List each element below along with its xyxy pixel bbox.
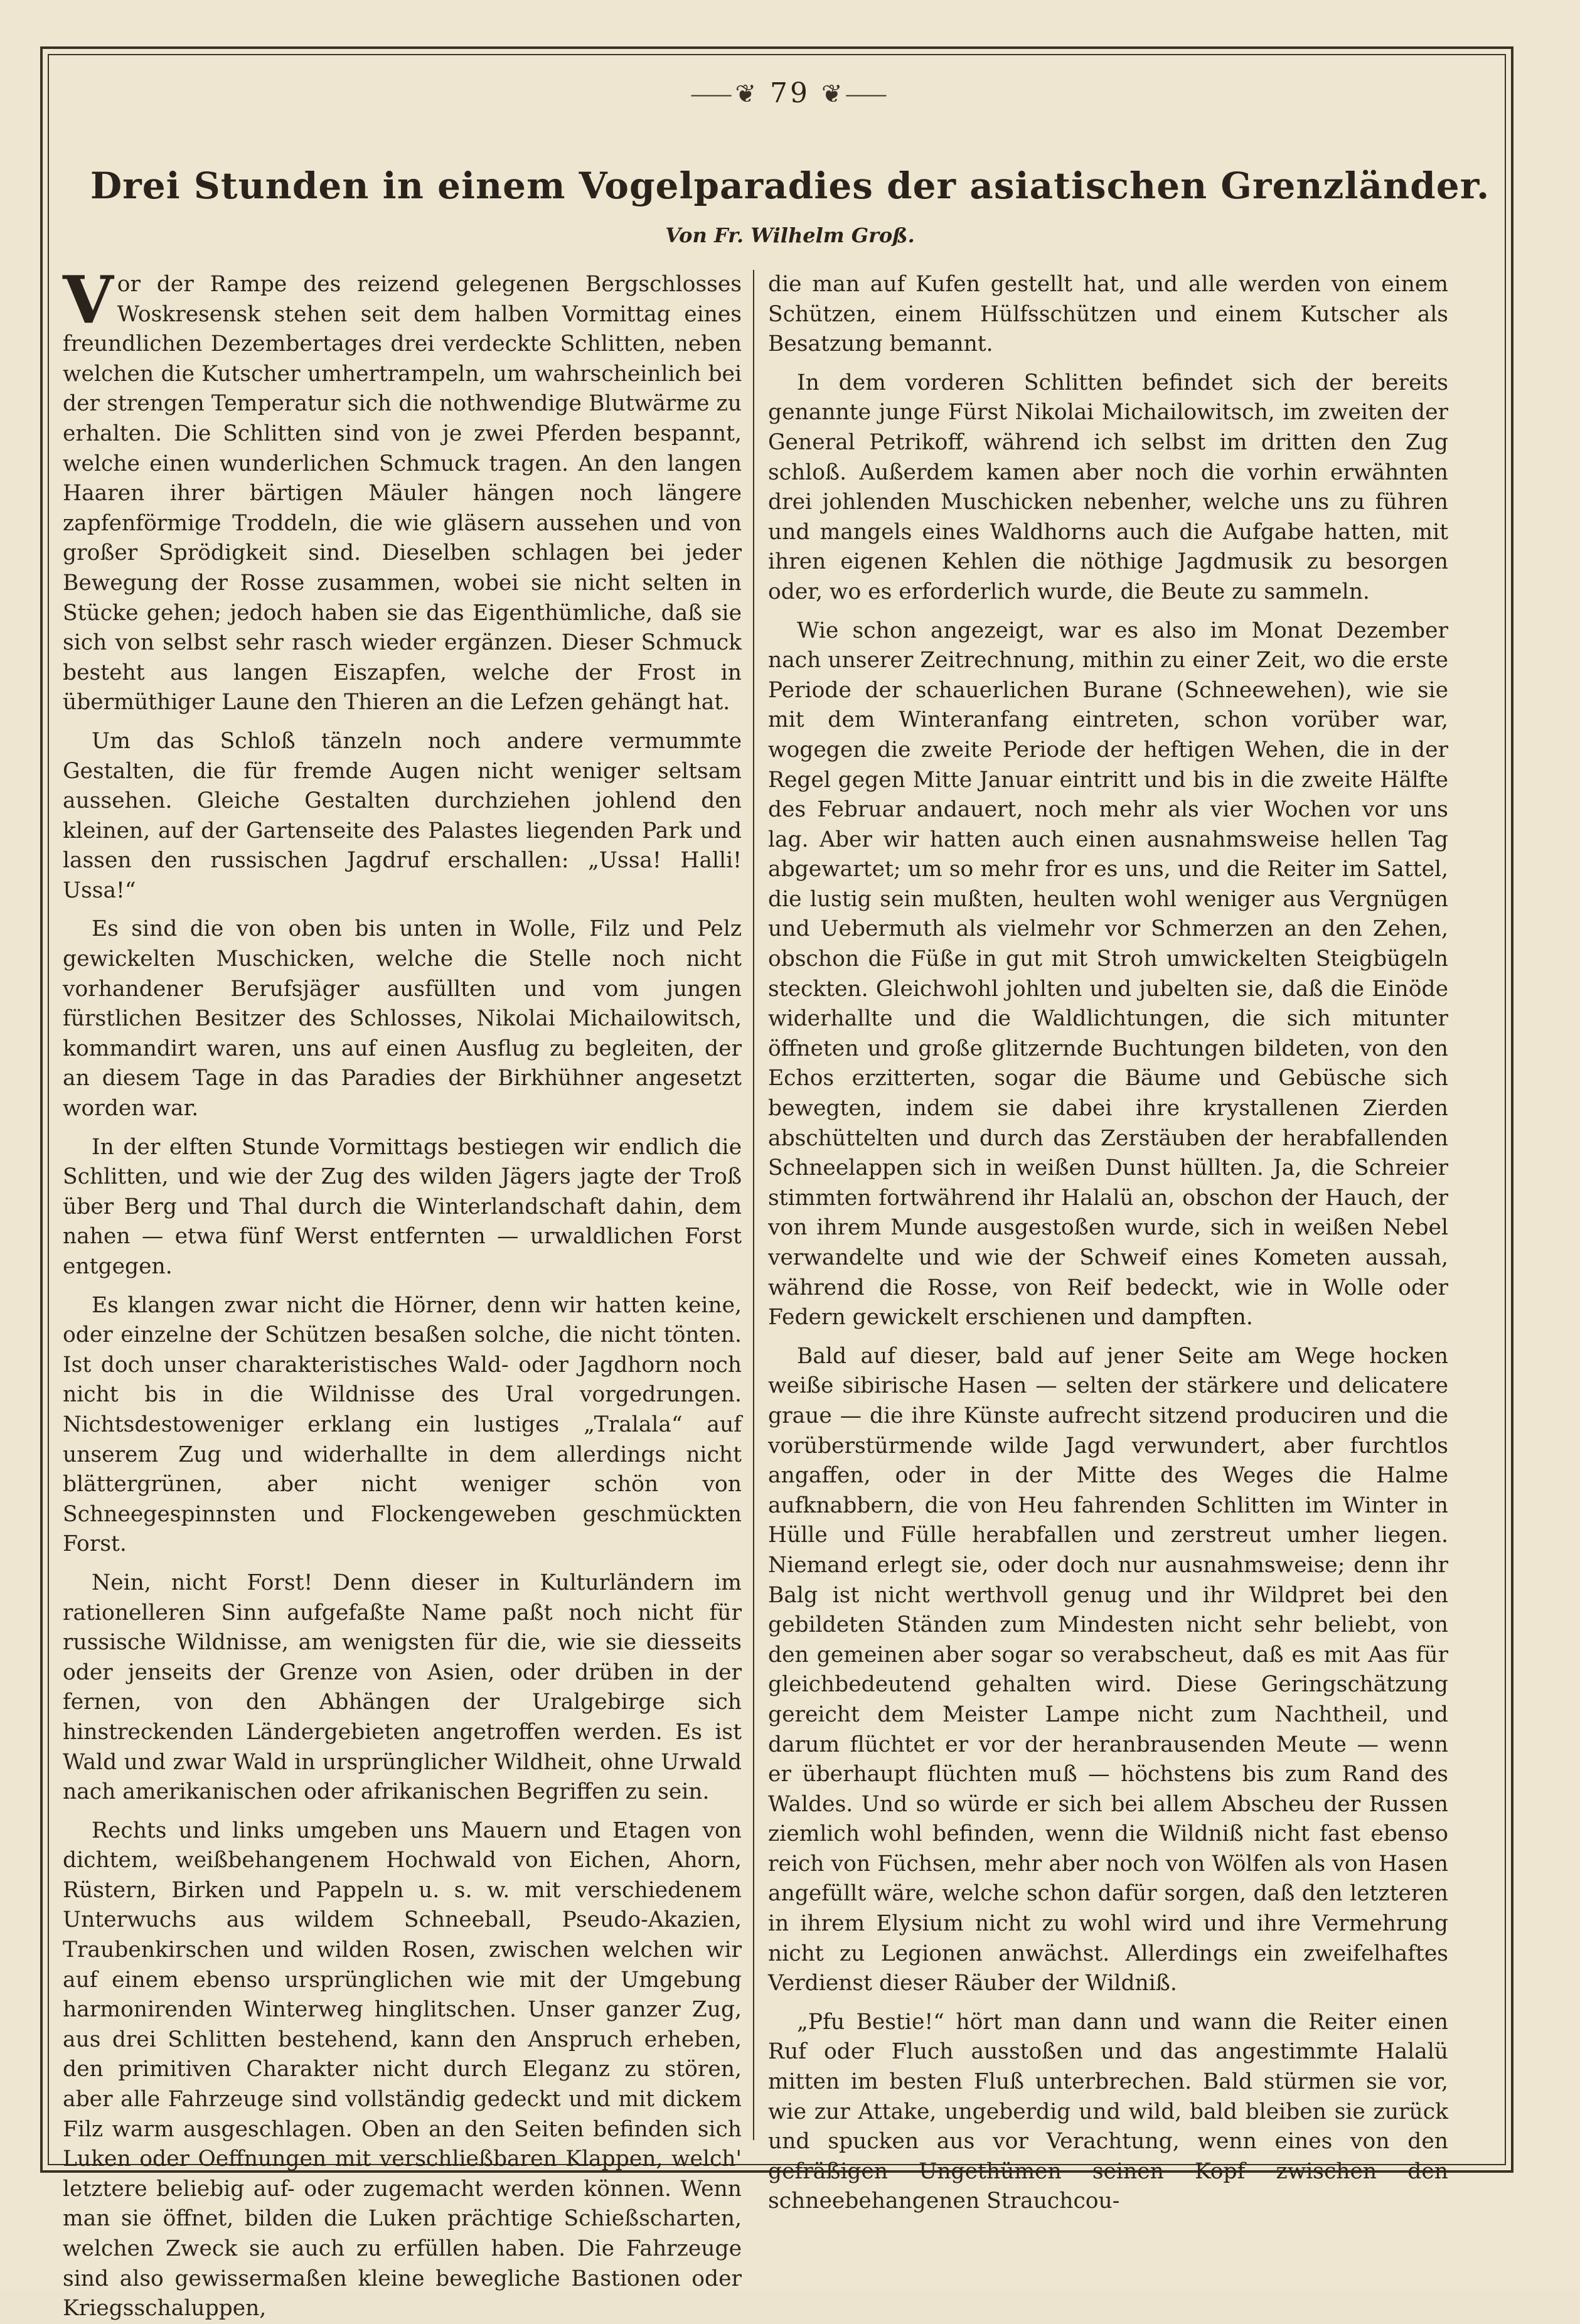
page-number: 79 <box>770 77 810 109</box>
paragraph: die man auf Kufen gestellt hat, und alle werden von einem Schützen, einem Hülfsschützen und einem Kutscher als Besatzung bemannt. <box>768 272 1448 357</box>
page-header <box>0 74 1580 110</box>
ornament-right-icon: ❦⸺ <box>821 80 890 109</box>
paragraph: Bald auf dieser, bald auf jener Seite am Wege hocken weiße sibirische Hasen — selten der stärkere und delicatere graue — die ihre Künste aufrecht sitzend produciren und die vorüberstürmende wilde Jagd verwundert, aber furchtlos angaffen, oder in der Mitte des Weges die Halme aufknabbern, die von Heu fahrenden Schlitten im Winter in Hülle und Fülle herabfallen und zerstreut umher liegen. Niemand erlegt sie, oder doch nur ausnahmsweise; denn ihr Balg ist nicht werthvoll genug und ihr Wildpret bei den gebildeten Ständen zum Mindesten nicht sehr beliebt, von den gemeinen aber sogar so verabscheut, daß es mit Aas für gleichbedeutend gehalten wird. Diese Geringschätzung gereicht dem Meister Lampe nicht zum Nachtheil, und darum flüchtet er vor der heranbrausenden Meute — wenn er überhaupt flüchten muß — höchstens bis zum Rand des Waldes. Und so würde er sich bei allem Abscheu der Russen ziemlich wohl befinden, wenn die Wildniß nicht fast ebenso reich von Füchsen, mehr aber noch von Wölfen als von Hasen angefüllt wäre, welche schon dafür sorgen, daß den letzteren in ihrem Elysium nicht zu wohl wird und ihre Vermehrung nicht zu Legionen anwächst. Allerdings ein zweifelhaftes Verdienst dieser Räuber der Wildniß. <box>768 1343 1448 1996</box>
column-divider <box>753 270 754 2140</box>
drop-cap: V <box>63 261 114 338</box>
paragraph: Es sind die von oben bis unten in Wolle, Filz und Pelz gewickelten Muschicken, welche die Stelle noch nicht vorhandener Berufsjäger ausfüllten und vom jungen fürstlichen Besitzer des Schlosses, Nikolai Michailowitsch, kommandirt waren, uns auf einen Ausflug zu begleiten, der an diesem Tage in das Paradies der Birkhühner angesetzt worden war. <box>63 916 742 1122</box>
paragraph: Nein, nicht Forst! Denn dieser in Kulturländern im rationelleren Sinn aufgefaßte Name paßt noch nicht für russische Wildnisse, am wenigsten für die, wie sie diesseits oder jenseits der Grenze von Asien, oder drüben in der fernen, von den Abhängen der Uralgebirge sich hinstreckenden Ländergebieten angetroffen werden. Es ist Wald und zwar Wald in ursprünglicher Wildheit, ohne Urwald nach amerikanischen oder afrikanischen Begriffen zu sein. <box>63 1570 742 1805</box>
ornament-left-icon: ⸺❦ <box>690 80 759 109</box>
article-title: Drei Stunden in einem Vogelparadies der asiatischen Grenzländer. <box>90 164 1490 207</box>
article-byline: Von Fr. Wilhelm Groß. <box>665 223 915 247</box>
paragraph: Es klangen zwar nicht die Hörner, denn wir hatten keine, oder einzelne der Schützen besaßen solche, die nicht tönten. Ist doch unser charakteristisches Wald- oder Jagdhorn noch nicht bis in die Wildnisse des Ural vorgedrungen. Nichtsdestoweniger erklang ein lustiges „Tralala“ auf unserem Zug und widerhallte in dem allerdings nicht blättergrünen, aber nicht weniger schön von Schneegespinnsten und Flockengeweben geschmückten Forst. <box>63 1292 742 1557</box>
paragraph: Wie schon angezeigt, war es also im Monat Dezember nach unserer Zeitrechnung, mithin zu einer Zeit, wo die erste Periode der schauerlichen Burane (Schneewehen), wie sie mit dem Winteranfang eintreten, schon vorüber war, wogegen die zweite Periode der heftigen Wehen, die in der Regel gegen Mitte Januar eintritt und bis in die zweite Hälfte des Februar andauert, noch mehr als vier Wochen vor uns lag. Aber wir hatten auch einen ausnahmsweise hellen Tag abgewartet; um so mehr fror es uns, und die Reiter im Sattel, die lustig sein mußten, heulten wohl weniger aus Vergnügen und Uebermuth als vielmehr vor Schmerzen an den Zehen, obschon die Füße in gut mit Stroh umwickelten Steigbügeln steckten. Gleichwohl johlten und jubelten sie, daß die Einöde widerhallte und die Waldlichtungen, die sich mitunter öffneten und große glitzernde Buchtungen bildeten, von den Echos erzitterten, sogar die Bäume und Gebüsche sich bewegten, indem sie dabei ihre krystallenen Zierden abschüttelten und durch das Zerstäuben der herabfallenden Schneelappen sich in weißen Dunst hüllten. Ja, die Schreier stimmten fortwährend ihr Halalü an, obschon der Hauch, der von ihrem Munde ausgestoßen wurde, sich in weißen Nebel verwandelte und wie der Schweif eines Kometen aussah, während die Rosse, von Reif bedeckt, wie in Wolle oder Federn gewickelt erschienen und dampften. <box>768 618 1448 1331</box>
paragraph: Vor der Rampe des reizend gelegenen Bergschlosses Woskresensk stehen seit dem halben Vormittag eines freundlichen Dezembertages drei verdeckte Schlitten, neben welchen die Kutscher umhertrampeln, um wahrscheinlich bei der strengen Temperatur sich die nothwendige Blutwärme zu erhalten. Die Schlitten sind von je zwei Pferden bespannt, welche einen wunderlichen Schmuck tragen. An den langen Haaren ihrer bärtigen Mäuler hängen noch längere zapfenförmige Troddeln, die wie gläsern aussehen und von großer Sprödigkeit sind. Dieselben schlagen bei jeder Bewegung der Rosse zusammen, wobei sie nicht selten in Stücke gehen; jedoch haben sie das Eigenthümliche, daß sie sich von selbst sehr rasch wieder ergänzen. Dieser Schmuck besteht aus langen Eiszapfen, welche der Frost in übermüthiger Laune den Thieren an die Lefzen gehängt hat. <box>63 261 742 715</box>
left-column <box>63 261 742 2321</box>
paragraph: „Pfu Bestie!“ hört man dann und wann die Reiter einen Ruf oder Fluch ausstoßen und das angestimmte Halalü mitten im besten Fluß unterbrechen. Bald stürmen sie vor, wie zur Attake, ungeberdig und wild, bald bleiben sie zurück und spucken aus vor Verachtung, wenn eines von den gefräßigen Ungethümen seinen Kopf zwischen den schneebehangenen Strauchcou- <box>768 2009 1448 2214</box>
paragraph: Um das Schloß tänzeln noch andere vermummte Gestalten, die für fremde Augen nicht weniger seltsam aussehen. Gleiche Gestalten durchziehen johlend den kleinen, auf der Gartenseite des Palastes liegenden Park und lassen den russischen Jagdruf erschallen: „Ussa! Halli! Ussa!“ <box>63 728 742 903</box>
paragraph: In der elften Stunde Vormittags bestiegen wir endlich die Schlitten, und wie der Zug des wilden Jägers jagte der Troß über Berg und Thal durch die Winterlandschaft dahin, dem nahen — etwa fünf Werst entfernten — urwaldlichen Forst entgegen. <box>63 1134 742 1279</box>
paragraph: Rechts und links umgeben uns Mauern und Etagen von dichtem, weißbehangenem Hochwald von Eichen, Ahorn, Rüstern, Birken und Pappeln u. s. w. mit verschiedenem Unterwuchs aus wildem Schneeball, Pseudo-Akazien, Traubenkirschen und wilden Rosen, zwischen welchen wir auf einem ebenso ursprünglichen wie mit der Umgebung harmonirenden Winterweg hinglitschen. Unser ganzer Zug, aus drei Schlitten bestehend, kann den Anspruch erheben, den primitiven Charakter nicht durch Eleganz zu stören, aber alle Fahrzeuge sind vollständig gedeckt und mit dickem Filz warm ausgeschlagen. Oben an den Seiten befinden sich Luken oder Oeffnungen mit verschließbaren Klappen, welch' letztere beliebig auf- oder zugemacht werden können. Wenn man sie öffnet, bilden die Luken prächtige Schießscharten, welchen Zweck sie auch zu erfüllen haben. Die Fahrzeuge sind also gewissermaßen kleine bewegliche Bastionen oder Kriegsschaluppen, <box>63 1818 742 2321</box>
paragraph: In dem vorderen Schlitten befindet sich der bereits genannte junge Fürst Nikolai Michailowitsch, im zweiten der General Petrikoff, während ich selbst im dritten den Zug schloß. Außerdem kamen aber noch die vorhin erwähnten drei johlenden Muschicken nebenher, welche uns zu führen und mangels eines Waldhorns auch die Aufgabe hatten, mit ihren eigenen Kehlen die nöthige Jagdmusik zu besorgen oder, wo es erforderlich wurde, die Beute zu sammeln. <box>768 370 1448 604</box>
right-column <box>768 270 1448 2214</box>
